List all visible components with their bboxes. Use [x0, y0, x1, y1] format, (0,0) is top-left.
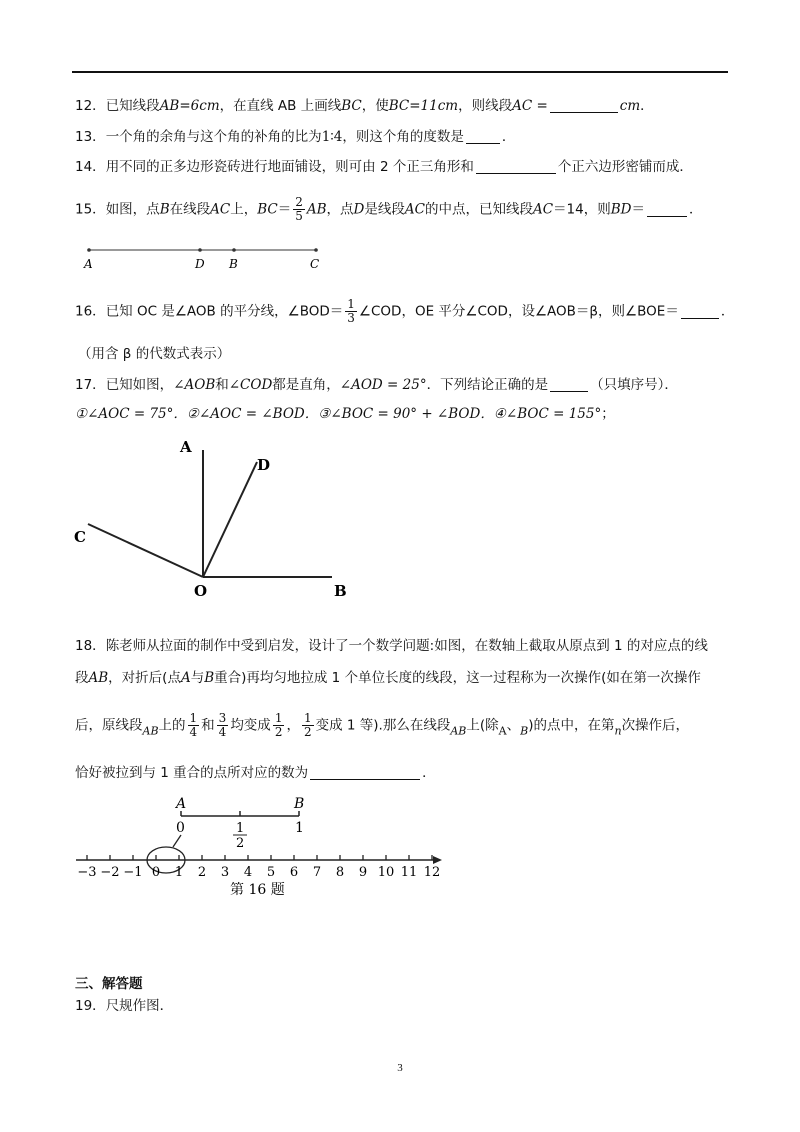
option-2: ．②∠AOC = ∠BOD	[173, 406, 305, 422]
text: 个正六边形密铺而成．	[557, 159, 693, 175]
text: 上的	[158, 717, 186, 734]
text: ．	[501, 129, 516, 145]
numerator: 1	[347, 297, 355, 311]
text: ．下列结论正确的是	[426, 377, 549, 393]
half-denominator: 2	[236, 836, 245, 851]
half-numerator: 1	[236, 821, 245, 836]
label-b: B	[294, 796, 305, 812]
question-17-options	[75, 404, 615, 424]
math: AC =	[512, 98, 548, 114]
question-18-line-2	[75, 668, 701, 688]
question-number: 13．	[75, 129, 106, 145]
axis-tick-label: −1	[123, 865, 143, 880]
axis-tick-label: 11	[400, 865, 418, 880]
numerator: 1	[189, 711, 198, 725]
text: ，对折后(点	[108, 670, 181, 686]
ray-oc	[88, 524, 203, 577]
text: 、	[506, 717, 521, 734]
question-12	[75, 96, 654, 116]
text: 是线段	[364, 201, 405, 218]
question-number: 17．	[75, 377, 106, 393]
math: A	[180, 670, 191, 686]
answer-blank[interactable]	[466, 129, 500, 144]
ray-od	[203, 462, 257, 577]
text: ．	[720, 303, 735, 320]
text: 用不同的正多边形瓷砖进行地面铺设，则可由 2 个正三角形和	[105, 159, 474, 175]
answer-blank[interactable]	[550, 98, 618, 113]
math: AB	[450, 724, 467, 738]
label-b: B	[229, 257, 238, 271]
question-16	[75, 298, 734, 325]
text: ，则这个角的度数是	[342, 129, 464, 145]
label-c: C	[74, 528, 86, 546]
question-16-note: （用含 β 的代数式表示）	[78, 346, 231, 362]
text: 和	[215, 377, 229, 393]
axis-tick-label: 12	[423, 865, 441, 880]
math: BD	[610, 201, 632, 218]
fraction	[217, 712, 229, 739]
denominator: 2	[303, 725, 312, 739]
text: ．	[422, 765, 436, 781]
text: 后，原线段	[75, 717, 143, 734]
point-d	[198, 248, 202, 252]
point-b	[232, 248, 236, 252]
header-rule	[72, 71, 728, 73]
text: 尺规作图．	[105, 998, 174, 1014]
label-b: B	[334, 582, 347, 600]
text: 陈老师从拉面的制作中受到启发，设计了一个数学问题:如图，在数轴上截取从原点到 1 的对应点的线	[105, 638, 708, 654]
text: 变成 1 等).那么在线段	[315, 717, 451, 734]
question-number: 16．	[75, 303, 106, 320]
math: AC	[532, 201, 554, 218]
math: 1∶4	[321, 129, 343, 145]
text: 均变成	[230, 717, 271, 734]
text: ∠COD，OE 平分∠COD，设∠AOB＝β，则∠BOE＝	[358, 303, 679, 320]
axis-tick-label: 8	[335, 865, 345, 880]
axis-tick-label: 10	[377, 865, 395, 880]
text: （只填序号）．	[590, 377, 678, 393]
question-18-line-3	[75, 712, 689, 742]
math: D	[353, 201, 365, 218]
axis-tick-label: 9	[358, 865, 368, 880]
math: ∠AOB	[173, 377, 216, 393]
text: 和	[201, 717, 215, 734]
question-18-line-4	[75, 763, 436, 783]
axis-tick-label: 5	[266, 865, 276, 880]
math: B	[204, 670, 215, 686]
numerator: 1	[274, 711, 283, 725]
math: AC	[210, 201, 231, 218]
text: ，使	[361, 98, 389, 114]
option-1: ①∠AOC = 75°	[75, 406, 174, 422]
math: ∠AOD = 25°	[339, 377, 427, 393]
text: 重合)再均匀地拉成 1 个单位长度的线段，这一过程称为一次操作(如在第一次操作	[214, 670, 701, 686]
text: 次操作后，	[621, 717, 690, 734]
question-number: 12．	[75, 98, 106, 114]
label-a: A	[180, 438, 192, 456]
axis-ticks	[77, 855, 440, 880]
q17-angle-figure	[70, 432, 370, 604]
math: ∠COD	[228, 377, 273, 393]
question-number: 15．	[75, 201, 106, 218]
text: 已知 OC 是∠AOB 的平分线，∠BOD＝	[105, 303, 344, 320]
axis-arrow	[433, 856, 442, 864]
text: 恰好被拉到与 1 重合的点所对应的数为	[75, 765, 309, 781]
math: n	[614, 724, 622, 738]
answer-blank[interactable]	[550, 377, 588, 392]
axis-tick-label: 4	[243, 865, 253, 880]
fraction	[345, 298, 357, 325]
label-a: A	[176, 796, 187, 812]
label-o: O	[194, 582, 208, 600]
fraction	[293, 196, 305, 223]
axis-tick-label: 1	[174, 865, 184, 880]
fraction	[188, 712, 200, 739]
text: 在线段	[169, 201, 211, 218]
text: ＝	[631, 201, 645, 218]
text: ，	[286, 717, 300, 734]
text: 已知如图，	[105, 377, 174, 393]
question-number: 18．	[75, 638, 106, 654]
text: 已知线段	[105, 98, 160, 114]
numerator: 3	[218, 711, 227, 725]
math: AB	[88, 670, 109, 686]
question-19	[75, 996, 173, 1016]
question-14	[75, 157, 693, 177]
math: BC	[257, 201, 278, 218]
axis-tick-label: 0	[151, 865, 161, 880]
fraction	[273, 712, 285, 739]
text: 与	[190, 670, 205, 686]
page-number: 3	[397, 1062, 403, 1074]
label-d: D	[195, 257, 205, 271]
text: 都是直角，	[272, 377, 340, 393]
unit: cm	[619, 98, 641, 114]
denominator: 5	[295, 209, 303, 223]
figure-caption: 第 16 题	[230, 882, 285, 898]
math: B	[159, 201, 170, 218]
option-4: ．④∠BOC = 155°	[480, 406, 602, 422]
numerator: 1	[303, 711, 312, 725]
axis-tick-label: 3	[220, 865, 230, 880]
math: B	[520, 724, 529, 738]
segment-tick-label-1: 1	[295, 820, 304, 836]
text: ，则线段	[458, 98, 513, 114]
math: AB	[142, 724, 159, 738]
question-number: 14．	[75, 159, 106, 175]
label-a: A	[84, 257, 93, 271]
question-13	[75, 127, 515, 147]
text: 如图，点	[105, 201, 160, 218]
text: 上(除	[466, 717, 499, 734]
text: 上，	[230, 201, 258, 218]
denominator: 2	[274, 725, 283, 739]
question-number: 19．	[75, 998, 106, 1014]
math: AB	[306, 201, 327, 218]
question-15	[75, 196, 702, 223]
axis-tick-label: 2	[197, 865, 207, 880]
axis-tick-label: −2	[100, 865, 120, 880]
q18-number-line-figure	[70, 790, 460, 902]
point-c	[314, 248, 318, 252]
answer-blank[interactable]	[681, 304, 719, 319]
denominator: 4	[189, 725, 198, 739]
axis-tick-label: 6	[289, 865, 299, 880]
text: )的点中，在第	[528, 717, 615, 734]
math: AB=6cm	[159, 98, 220, 114]
text: 一个角的余角与这个角的补角的比为	[105, 129, 322, 145]
math: BC=11cm	[388, 98, 459, 114]
label-d: D	[257, 456, 271, 474]
text: ．	[640, 98, 654, 114]
pointer-line	[173, 835, 181, 847]
question-18-line-1	[75, 636, 708, 656]
answer-blank[interactable]	[310, 765, 420, 780]
text: ．	[688, 201, 703, 218]
segment-tick-label-0: 0	[176, 820, 185, 836]
option-3: ．③∠BOC = 90° + ∠BOD	[304, 406, 481, 422]
text: ；	[601, 406, 615, 422]
text: ，在直线 AB 上画线	[219, 98, 342, 114]
text: 的中点，已知线段	[424, 201, 533, 218]
question-17	[75, 375, 678, 395]
section-title: 三、解答题	[75, 976, 143, 992]
point-a	[87, 248, 91, 252]
text: ＝	[277, 201, 292, 218]
answer-blank[interactable]	[647, 202, 687, 217]
math: BC	[341, 98, 362, 114]
fraction	[302, 712, 314, 739]
axis-tick-label: −3	[77, 865, 97, 880]
axis-tick-label: 7	[312, 865, 322, 880]
text: 段	[75, 670, 89, 686]
denominator: 4	[218, 725, 227, 739]
text: ＝14，则	[553, 201, 611, 218]
math: AC	[404, 201, 425, 218]
q15-segment-figure	[80, 242, 330, 272]
math: A	[498, 724, 507, 738]
text: ，点	[326, 201, 354, 218]
denominator: 3	[347, 311, 355, 325]
answer-blank[interactable]	[476, 159, 556, 174]
numerator: 2	[295, 195, 303, 209]
label-c: C	[310, 257, 320, 271]
